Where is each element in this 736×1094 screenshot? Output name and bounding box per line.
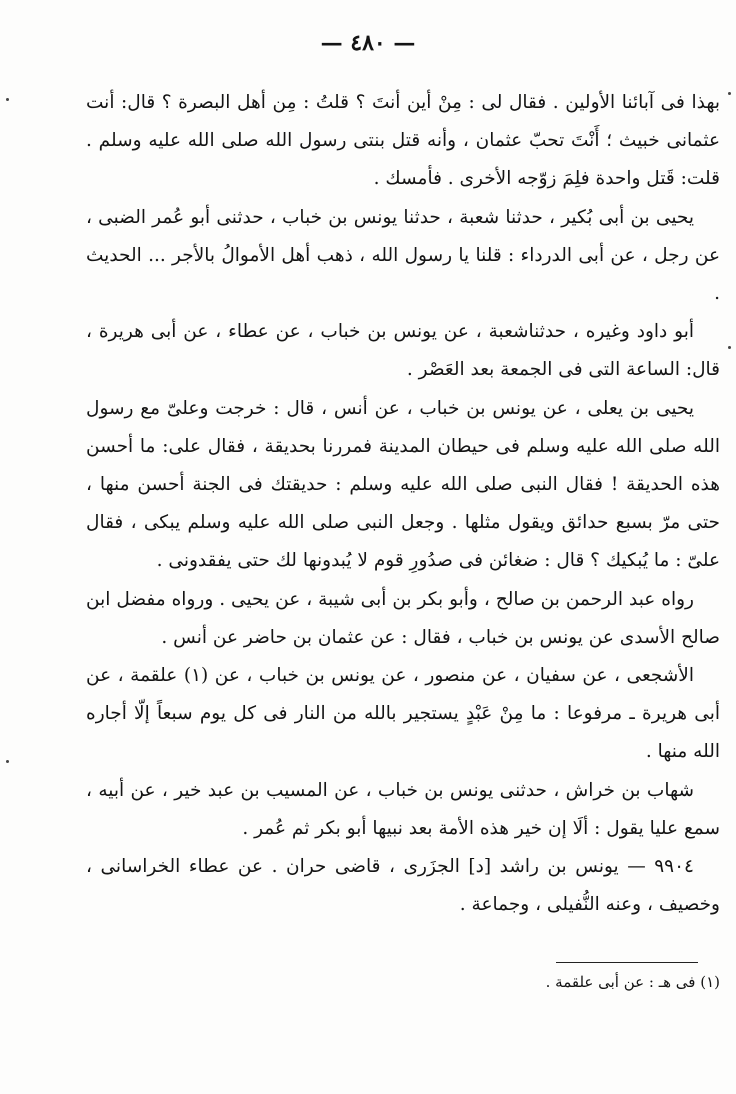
paragraph-4: يحيى بن يعلى ، عن يونس بن خباب ، عن أنس ، قال : خرجت وعلىّ مع رسول الله صلى الله عليه وسلم فى حيطان المدينة فمررنا بحديقة ، فقال على: ما أحسن هذه الحديقة ! فقال النبى صلى الله عليه وسلم : حديقتك فى الجنة أحسن منها ، حتى مرّ بسبع حدائق ويقول مثلها . وجعل النبى صلى الله عليه وسلم يبكى ، فقال علىّ : ما يُبكيك ؟ قال : ضغائن فى صدُورِ قوم لا يُبدونها لك حتى يفقدونى . (86, 397, 720, 572)
page-number: — ٤٨٠ — (320, 30, 416, 56)
scan-speck (6, 98, 9, 101)
paragraph-1: بهذا فى آبائنا الأولين . فقال لى : مِنْ أين أنتَ ؟ قلتُ : مِن أهل البصرة ؟ قال: أنت عثمانى خبيث ؛ أَنْتَ تحبّ عثمان ، وأنه قتل بنتى رسول الله صلى الله عليه وسلم . قلت: قَتل واحدة فلِمَ زوّجه الأخرى . فأمسك . (86, 92, 720, 190)
footnote: (١) فى هـ : عن أبى علقمة . (545, 973, 720, 991)
paragraph-2: يحيى بن أبى بُكير ، حدثنا شعبة ، حدثنا يونس بن خباب ، حدثنى أبو عُمر الضبى ، عن رجل ، عن أبى الدرداء : قلنا يا رسول الله ، ذهب أهل الأموالُ بالأجر ... الحديث . (86, 206, 720, 305)
scan-speck (728, 346, 731, 349)
scan-speck (728, 92, 731, 95)
paragraph-6: الأشجعى ، عن سفيان ، عن منصور ، عن يونس بن خباب ، عن (١) علقمة ، عن أبى هريرة ـ مرفوعا : ما مِنْ عَبْدٍ يستجير بالله من النار فى كل يوم سبعاً إلّا أجاره الله منها . (86, 665, 720, 763)
paragraph-3: أبو داود وغيره ، حدثناشعبة ، عن يونس بن خباب ، عن عطاء ، عن أبى هريرة ، قال: الساعة التى فى الجمعة بعد العَصْر . (86, 321, 720, 381)
entry-9904: ٩٩٠٤ — يونس بن راشد [د] الجزَرى ، قاضى حران . عن عطاء الخراسانى ، وخصيف ، وعنه النُّفيلى ، وجماعة . (86, 856, 720, 916)
paragraph-5: رواه عبد الرحمن بن صالح ، وأبو بكر بن أبى شيبة ، عن يحيى . ورواه مفضل ابن صالح الأسدى عن يونس بن خباب ، فقال : عن عثمان بن حاضر عن أنس . (86, 588, 720, 648)
paragraph-7: شهاب بن خراش ، حدثنى يونس بن خباب ، عن المسيب بن عبد خير ، عن أبيه ، سمع عليا يقول : ألَا إن خير هذه الأمة بعد نبيها أبو بكر ثم عُمر . (86, 779, 720, 839)
scan-speck (6, 760, 9, 763)
main-text (86, 84, 720, 924)
footnote-divider (556, 962, 698, 963)
